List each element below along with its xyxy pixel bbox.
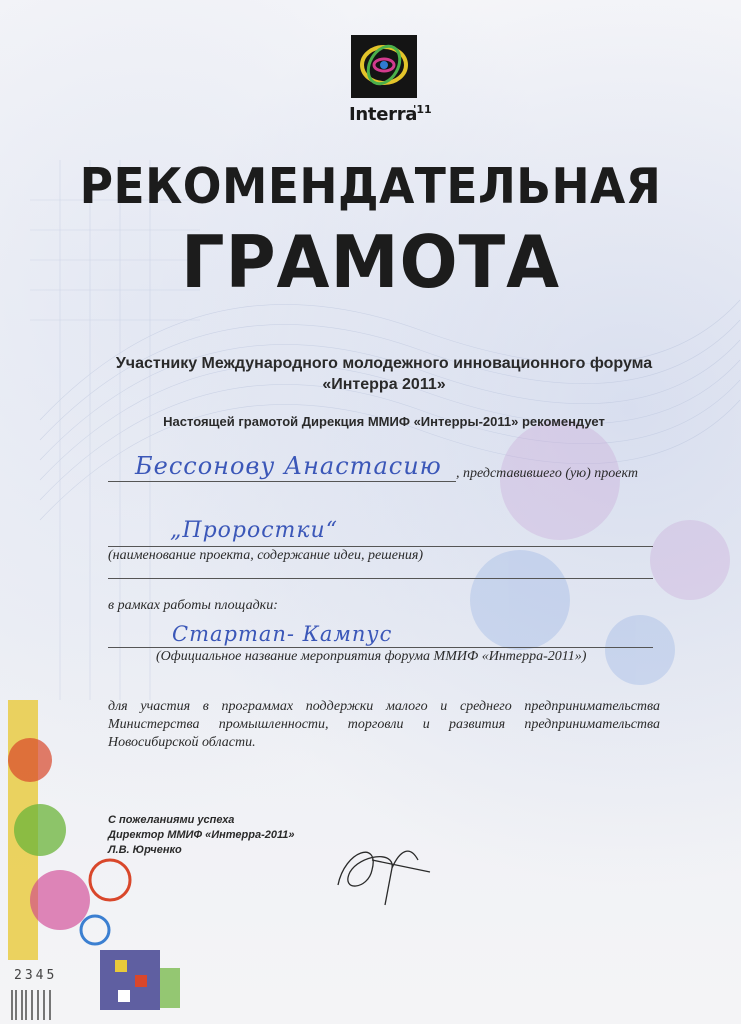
purpose-paragraph: для участия в программах поддержки малого и среднего предпринимательства Министерства промышленности, торговли и развития предпринимательства Новосибирской области.: [108, 699, 660, 750]
recommend-line: Настоящей грамотой Дирекция ММИФ «Интерры-2011» рекомендует: [163, 414, 605, 429]
project-handwritten-name: „Проростки“: [170, 518, 338, 543]
signoff-line-2: Директор ММИФ «Интерра-2011»: [108, 829, 295, 841]
platform-caption: (Официальное название мероприятия форума ММИФ «Интерра-2011»): [156, 649, 587, 664]
platform-handwritten-name: Стартап- Кампус: [172, 622, 393, 646]
platform-label: в рамках работы площадки:: [108, 598, 278, 613]
project-caption: (наименование проекта, содержание идеи, решения): [108, 548, 424, 563]
signoff-line-3: Л.В. Юрченко: [108, 844, 182, 856]
logo-name: Interra: [349, 104, 418, 125]
recipient-suffix: , представившего (ую) проект: [456, 466, 638, 481]
corner-numbers: 2345: [14, 968, 58, 983]
title-line-2: ГРАМОТА: [180, 220, 561, 304]
signoff-line-1: С пожеланиями успеха: [108, 814, 235, 826]
subtitle-line-2: «Интерра 2011»: [322, 376, 446, 393]
logo-year: '11: [413, 103, 432, 116]
recipient-handwritten-name: Бессонову Анастасию: [135, 452, 442, 480]
subtitle-line-1: Участнику Международного молодежного инновационного форума: [115, 355, 653, 372]
title-line-1: РЕКОМЕНДАТЕЛЬНАЯ: [79, 158, 662, 215]
